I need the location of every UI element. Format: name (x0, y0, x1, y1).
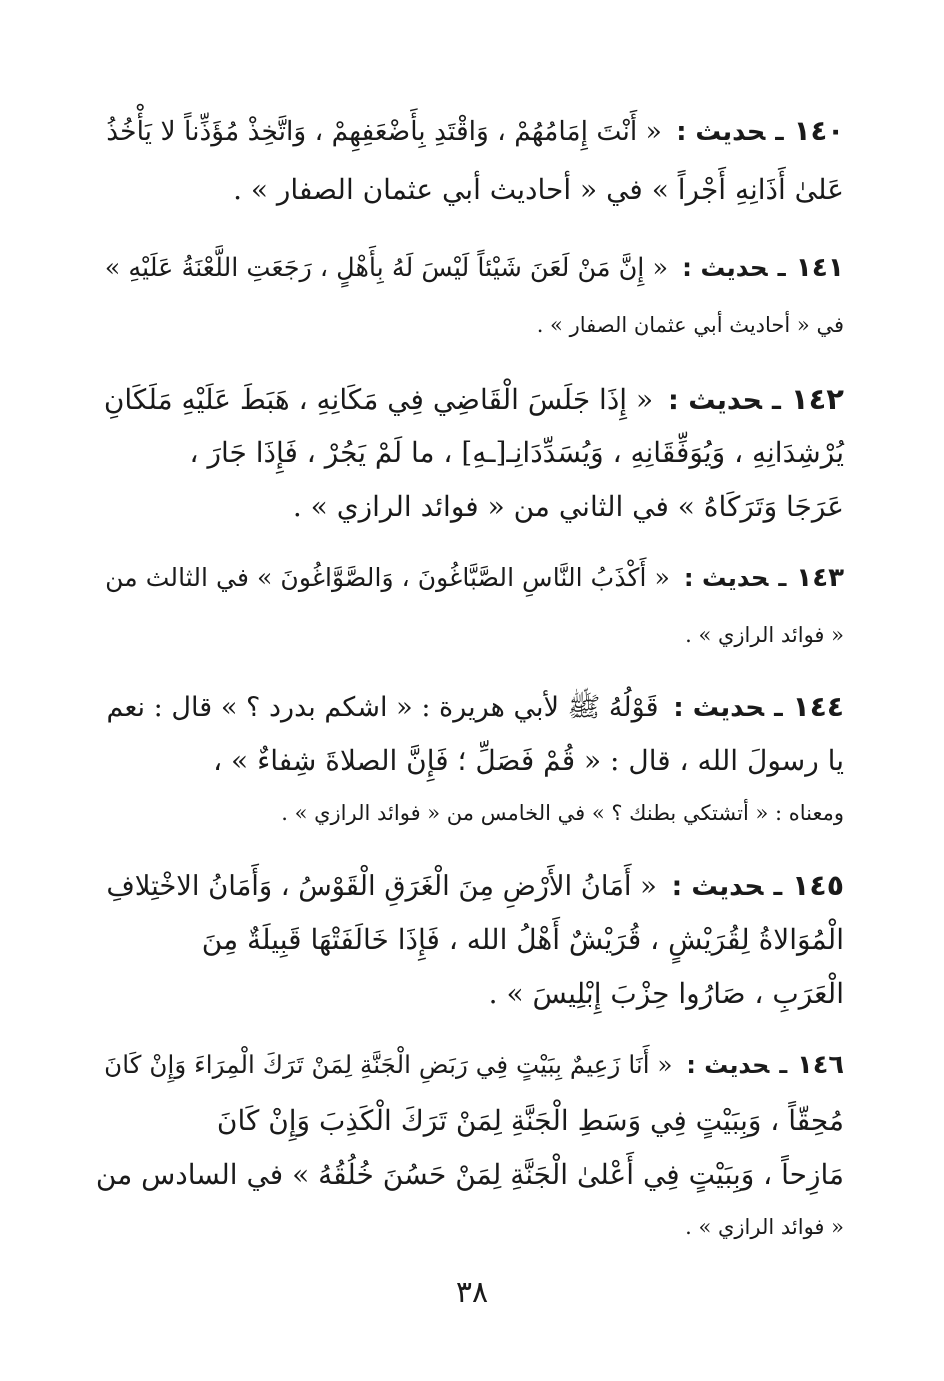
entry-label: حديث : (668, 385, 762, 416)
entry-text: « إِنَّ مَنْ لَعَنَ شَيْئاً لَيْسَ لَهُ بِأَهْلٍ ، رَجَعَتِ اللَّعْنَةُ عَلَيْهِ » (104, 253, 669, 283)
entry-line (216, 1104, 844, 1137)
entry-line (685, 625, 844, 646)
entry-text: مُحِقّاً ، وَبِبَيْتٍ فِي وَسَطِ الْجَنَّةِ لِمَنْ تَرَكَ الْكَذِبَ وَإِنْ كَانَ (216, 1104, 844, 1137)
entry-line (537, 315, 844, 336)
entry-line (105, 255, 844, 281)
entry-text: « أَنَا زَعِيمٌ بِبَيْتٍ فِي رَبَضِ الْجَنَّةِ لِمَنْ تَرَكَ الْمِرَاءَ وَإِنْ كَانَ (104, 1050, 673, 1079)
entry-line (103, 382, 844, 416)
entry-text: « فوائد الرازي » . (685, 623, 844, 647)
entry-number: ١٤١ (795, 253, 844, 283)
entry-line (292, 490, 844, 523)
entry-line (106, 118, 844, 146)
entry-text: « أَنْتَ إِمَامُهُمْ ، وَاقْتَدِ بِأَضْعَفِهِمْ ، وَاتَّخِذْ مُؤَذِّناً لا يَأْخُذُ (106, 116, 662, 147)
entry-text: في « أحاديث أبي عثمان الصفار » . (536, 313, 844, 337)
entry-label: حديث : (682, 253, 768, 282)
entry-text: عَلىٰ أَذَانِهِ أَجْراً » في « أحاديث أبي عثمان الصفار » . (233, 173, 844, 206)
entry-label: حديث : (673, 693, 765, 723)
entry-number: ١٤٣ (796, 563, 844, 593)
page-number: ٣٨ (455, 1275, 489, 1310)
entry-number: ١٤٦ (797, 1050, 844, 1080)
entry-number: ١٤٤ (792, 690, 844, 723)
entry-line (105, 565, 844, 591)
entry-dash: ـ (772, 386, 781, 416)
entry-line (213, 744, 844, 777)
entry-label: حديث : (686, 1051, 770, 1079)
entry-text: الْمُوَالاةُ لِقُرَيْشٍ ، قُرَيْشٌ أَهْلُ الله ، فَإِذَا خَالَفَتْهَا قَبِيلَةٌ مِنَ (201, 923, 844, 956)
entry-line (95, 1158, 844, 1191)
entry-line (104, 1050, 844, 1080)
entry-label: حديث : (683, 563, 769, 592)
entry-line (488, 977, 844, 1010)
entry-text: « فوائد الرازي » . (685, 1215, 844, 1239)
entry-dash: ـ (773, 871, 783, 901)
entry-number: ١٤٢ (790, 382, 844, 416)
entry-text: يا رسولَ الله ، قال : « قُمْ فَصَلِّ ؛ فَإِنَّ الصلاةَ شِفاءٌ » ، (213, 744, 844, 777)
entry-line (106, 690, 844, 723)
entry-text: يُرْشِدَانِهِ ، وَيُوَفِّقَانِهِ ، وَيُسَدِّدَانِـ[ـهِ] ، ما لَمْ يَجُرْ ، فَإِذَا جَارَ ، (189, 436, 844, 469)
entry-line (281, 803, 844, 824)
entry-text: الْعَرَبِ ، صَارُوا حِزْبَ إِبْلِيسَ » . (488, 977, 844, 1010)
entry-line (106, 869, 844, 902)
entry-text: « أَمَانُ الأَرْضِ مِنَ الْغَرَقِ الْقَوْسُ ، وَأَمَانُ الاخْتِلافِ (106, 871, 657, 902)
entry-line (201, 923, 844, 956)
entry-dash: ـ (775, 117, 784, 146)
entry-number: ١٤٥ (792, 869, 844, 902)
entry-text: ومعناه : « أتشتكي بطنك ؟ » في الخامس من « فوائد الرازي » . (281, 801, 844, 825)
entry-line (233, 173, 844, 206)
entry-line (685, 1217, 844, 1238)
entry-dash: ـ (774, 693, 783, 722)
entry-number: ١٤٠ (793, 116, 844, 147)
entry-label: حديث : (671, 872, 764, 902)
entry-line (189, 436, 844, 469)
entry-text: « إِذَا جَلَسَ الْقَاضِي فِي مَكَانِهِ ، هَبَطَ عَلَيْهِ مَلَكَانِ (103, 383, 654, 416)
entry-text: قَوْلُهُ ﷺ لأبي هريرة : « اشكم بدرد ؟ » قال : نعم (106, 692, 659, 723)
entry-dash: ـ (779, 1053, 788, 1079)
entry-text: مَازِحاً ، وَبِبَيْتٍ فِي أَعْلىٰ الْجَنَّةِ لِمَنْ حَسُنَ خُلُقُهُ » في السادس من (95, 1158, 844, 1191)
entry-label: حديث : (676, 117, 766, 147)
entry-text: عَرَجَا وَتَرَكَاهُ » في الثاني من « فوائد الرازي » . (292, 490, 844, 523)
entry-dash: ـ (778, 564, 787, 592)
entry-text: « أَكْذَبُ النَّاسِ الصَّبَّاغُونَ ، وَالصَّوَّاغُونَ » في الثالث من (105, 563, 670, 592)
entry-dash: ـ (777, 254, 786, 282)
